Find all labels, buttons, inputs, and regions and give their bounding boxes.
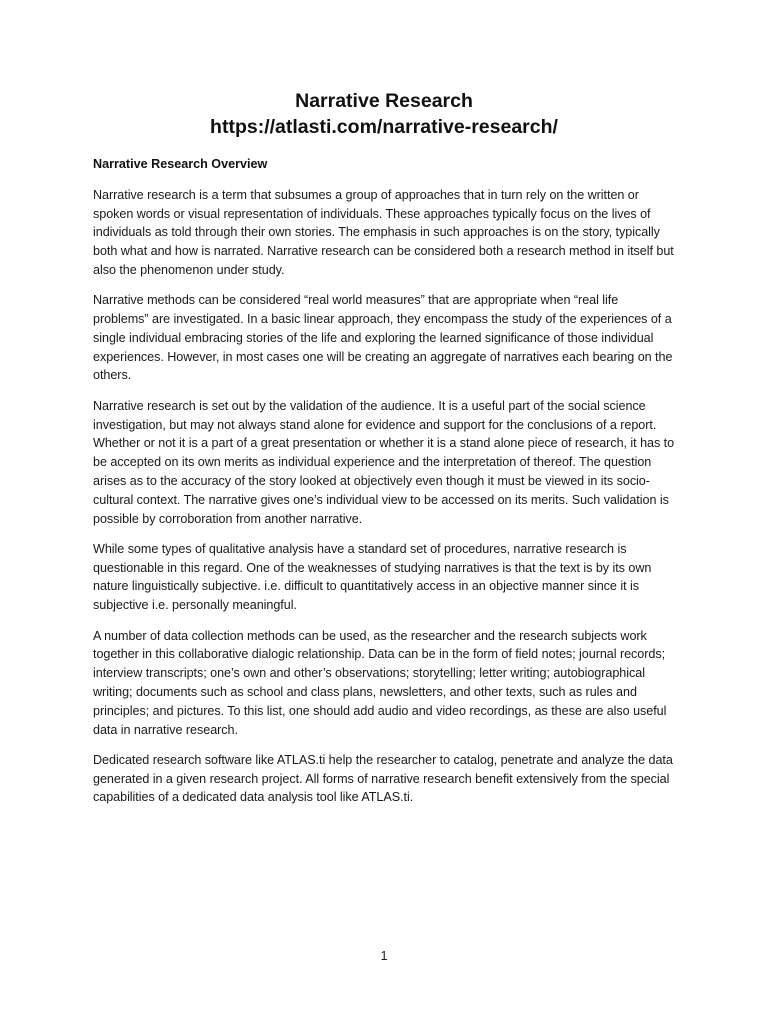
- paragraph-4: While some types of qualitative analysis have a standard set of procedures, narrative research is questionable in this regard. One of the weaknesses of studying narratives is that the text is by its own nature linguistically subjective. i.e. difficult to quantitatively access in an objective manner since it is subjective i.e. personally meaningful.: [93, 541, 652, 613]
- paragraph-6: Dedicated research software like ATLAS.ti help the researcher to catalog, penetrate and analyze the data generated in a given research project. All forms of narrative research benefit extensively from the special capabilities of a dedicated data analysis tool like ATLAS.ti.: [93, 752, 673, 805]
- title-block: [0, 88, 768, 140]
- section-heading: Narrative Research Overview: [93, 157, 268, 171]
- page-number: 1: [380, 949, 388, 963]
- paragraph-1: Narrative research is a term that subsumes a group of approaches that in turn rely on the written or spoken words or visual representation of individuals. These approaches typically focus on the lives of individuals as told through their own stories. The emphasis in such approaches is on the story, typically both what and how is narrated. Narrative research can be considered both a research method in itself but also the phenomenon under study.: [93, 187, 674, 277]
- source-url: https://atlasti.com/narrative-research/: [210, 116, 558, 138]
- document-body: [93, 155, 677, 819]
- paragraph-2: Narrative methods can be considered “real world measures” that are appropriate when “real life problems” are investigated. In a basic linear approach, they encompass the study of the experiences of a single individual embracing stories of the life and exploring the learned significance of those individual experiences. However, in most cases one will be creating an aggregate of narratives each bearing on the others.: [93, 293, 673, 383]
- paragraph-5: A number of data collection methods can be used, as the researcher and the research subjects work together in this collaborative dialogic relationship. Data can be in the form of field notes; journal records; interview transcripts; one’s own and other’s observations; storytelling; letter writing; autobiographical writing; documents such as school and class plans, newsletters, and other texts, such as rules and principles; and pictures. To this list, one should add audio and video recordings, as these are also useful data in narrative research.: [93, 628, 667, 737]
- page-title: Narrative Research: [295, 90, 473, 112]
- paragraph-3: Narrative research is set out by the validation of the audience. It is a useful part of the social science investigation, but may not always stand alone for evidence and support for the conclusions of a report. Whether or not it is a part of a great presentation or whether it is a stand alone piece of research, it has to be accepted on its own merits as individual experience and the interpretation of thereof. The question arises as to the accuracy of the story looked at objectively even though it must be viewed in its socio-cultural context. The narrative gives one’s individual view to be accessed on its merits. Such validation is possible by corroboration from another narrative.: [93, 398, 675, 526]
